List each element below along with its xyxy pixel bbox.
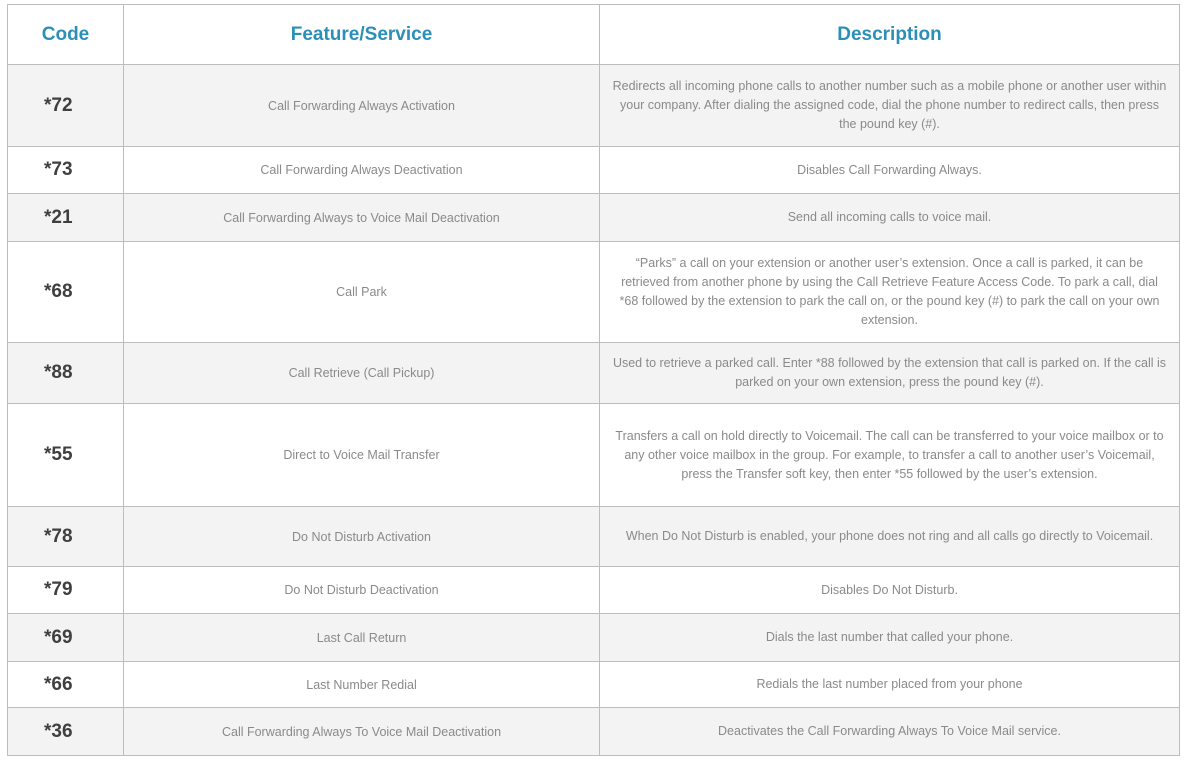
code-cell: *66 [8,662,124,708]
table-header [8,5,1180,65]
table-row [8,507,1180,567]
code-cell: *21 [8,194,124,242]
header-description: Description [600,5,1180,65]
code-cell: *68 [8,242,124,343]
description-cell: Send all incoming calls to voice mail. [600,194,1180,242]
description-cell: Disables Do Not Disturb. [600,567,1180,614]
table-row [8,147,1180,194]
code-cell: *72 [8,65,124,147]
table-row [8,343,1180,404]
feature-cell: Call Forwarding Always Activation [124,65,600,147]
table-row [8,662,1180,708]
feature-cell: Call Retrieve (Call Pickup) [124,343,600,404]
header-code: Code [8,5,124,65]
description-cell: Transfers a call on hold directly to Voicemail. The call can be transferred to your voice mailbox or to any other voice mailbox in the group. For example, to transfer a call to another user’s Voicemail, press the Transfer soft key, then enter *55 followed by the user’s extension. [600,404,1180,507]
table-row [8,614,1180,662]
header-feature: Feature/Service [124,5,600,65]
table-row [8,708,1180,756]
table-row [8,194,1180,242]
table-row [8,567,1180,614]
code-cell: *78 [8,507,124,567]
code-cell: *55 [8,404,124,507]
header-row [8,5,1180,65]
code-cell: *36 [8,708,124,756]
feature-cell: Call Forwarding Always To Voice Mail Deactivation [124,708,600,756]
code-cell: *69 [8,614,124,662]
feature-cell: Do Not Disturb Deactivation [124,567,600,614]
code-cell: *88 [8,343,124,404]
description-cell: “Parks” a call on your extension or another user’s extension. Once a call is parked, it can be retrieved from another phone by using the Call Retrieve Feature Access Code. To park a call, dial *68 followed by the extension to park the call on, or the pound key (#) to park the call on your own extension. [600,242,1180,343]
description-cell: Redirects all incoming phone calls to another number such as a mobile phone or another user within your company. After dialing the assigned code, dial the phone number to redirect calls, then press the pound key (#). [600,65,1180,147]
table-row [8,404,1180,507]
table-body [8,65,1180,756]
feature-cell: Call Forwarding Always to Voice Mail Deactivation [124,194,600,242]
feature-cell: Last Number Redial [124,662,600,708]
code-cell: *73 [8,147,124,194]
description-cell: Dials the last number that called your phone. [600,614,1180,662]
feature-cell: Do Not Disturb Activation [124,507,600,567]
feature-cell: Call Forwarding Always Deactivation [124,147,600,194]
description-cell: When Do Not Disturb is enabled, your phone does not ring and all calls go directly to Voicemail. [600,507,1180,567]
description-cell: Deactivates the Call Forwarding Always To Voice Mail service. [600,708,1180,756]
feature-codes-table-container [7,4,1179,756]
feature-codes-table [7,4,1180,756]
feature-cell: Call Park [124,242,600,343]
feature-cell: Direct to Voice Mail Transfer [124,404,600,507]
table-row [8,242,1180,343]
description-cell: Disables Call Forwarding Always. [600,147,1180,194]
description-cell: Used to retrieve a parked call. Enter *88 followed by the extension that call is parked on. If the call is parked on your own extension, press the pound key (#). [600,343,1180,404]
feature-cell: Last Call Return [124,614,600,662]
description-cell: Redials the last number placed from your phone [600,662,1180,708]
code-cell: *79 [8,567,124,614]
table-row [8,65,1180,147]
